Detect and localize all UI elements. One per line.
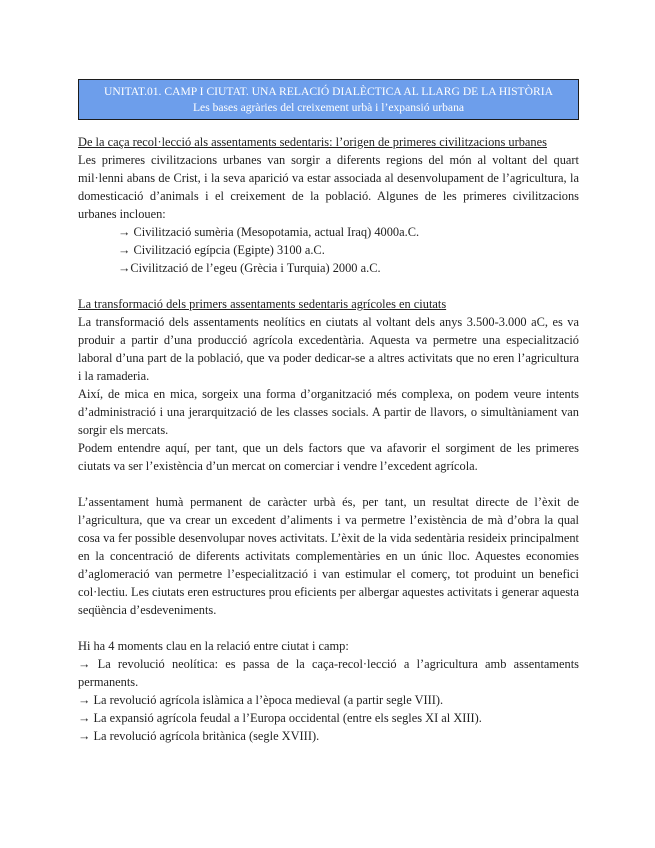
key-moments-intro: Hi ha 4 moments clau en la relació entre ciutat i camp: bbox=[78, 639, 349, 653]
unit-title-box bbox=[78, 79, 579, 120]
section-heading-transformation: La transformació dels primers assentaments sedentaris agrícoles en ciutats bbox=[78, 297, 447, 311]
key-moment-islamic: → La revolució agrícola islàmica a l’època medieval (a partir segle VIII). bbox=[78, 693, 444, 707]
paragraph-markets: Podem entendre aquí, per tant, que un dels factors que va afavorir el sorgiment de les primeres ciutats va ser l’existència d’un mercat on comerciar i vendre l’excedent agrícola. bbox=[78, 441, 579, 473]
section-heading-origins: De la caça recol·lecció als assentaments sedentaris: l’origen de primeres civilitzacions urbanes bbox=[78, 135, 547, 149]
key-moment-neolithic: → La revolució neolítica: es passa de la caça-recol·lecció a l’agricultura amb assentaments permanents. bbox=[78, 657, 579, 689]
paragraph-settlement: L’assentament humà permanent de caràcter urbà és, per tant, un resultat directe de l’èxit de l’agricultura, que va crear un excedent d’aliments i va permetre l’existència de mà d’obra la qual cosa va fer possible desenvolupar noves activitats. L’èxit de la vida sedentària resideix principalment en la concentració de diferents activitats complementàries en un únic lloc. Aquestes economies d’aglomeració van permetre l’especialització i van estimular el comerç, tot produint un benefici col·lectiu. Les ciutats eren estructures prou eficients per albergar aquestes activitats i generar aquesta seqüència d’esdeveniments. bbox=[78, 495, 579, 617]
paragraph-transformation: La transformació dels assentaments neolítics en ciutats al voltant dels anys 3.500-3.000 aC, es va produir a partir d’una producció agrícola excedentària. Aquesta va permetre una especialització laboral d’una part de la població, que va poder dedicar-se a altres activitats que no eren l’agricultura i la ramaderia. bbox=[78, 315, 579, 383]
bullet-egyptian: → Civilització egípcia (Egipte) 3100 a.C. bbox=[118, 243, 325, 257]
key-moment-feudal: → La expansió agrícola feudal a l’Europa occidental (entre els segles XI al XIII). bbox=[78, 711, 482, 725]
bullet-sumerian: → Civilització sumèria (Mesopotamia, actual Iraq) 4000a.C. bbox=[118, 225, 420, 239]
bullet-aegean: →Civilització de l’egeu (Grècia i Turquia) 2000 a.C. bbox=[118, 261, 381, 275]
paragraph-organization: Així, de mica en mica, sorgeix una forma d’organització més complexa, on podem veure intents d’administració i una jerarquització de les classes socials. A partir de llavors, o simultàniament van sorgir els mercats. bbox=[78, 387, 579, 437]
unit-subtitle: Les bases agràries del creixement urbà i l’expansió urbana bbox=[192, 101, 465, 114]
key-moment-british: → La revolució agrícola britànica (segle XVIII). bbox=[78, 729, 320, 743]
paragraph-origins: Les primeres civilitzacions urbanes van sorgir a diferents regions del món al voltant del quart mil·lenni abans de Crist, i la seva aparició va estar associada al desenvolupament de l’agricultura, la domesticació d’animals i el creixement de la població. Algunes de les primeres civilitzacions urbanes inclouen: bbox=[78, 153, 579, 221]
document-body bbox=[78, 133, 579, 745]
unit-title: UNITAT.01. CAMP I CIUTAT. UNA RELACIÓ DIALÈCTICA AL LLARG DE LA HISTÒRIA bbox=[104, 85, 553, 98]
